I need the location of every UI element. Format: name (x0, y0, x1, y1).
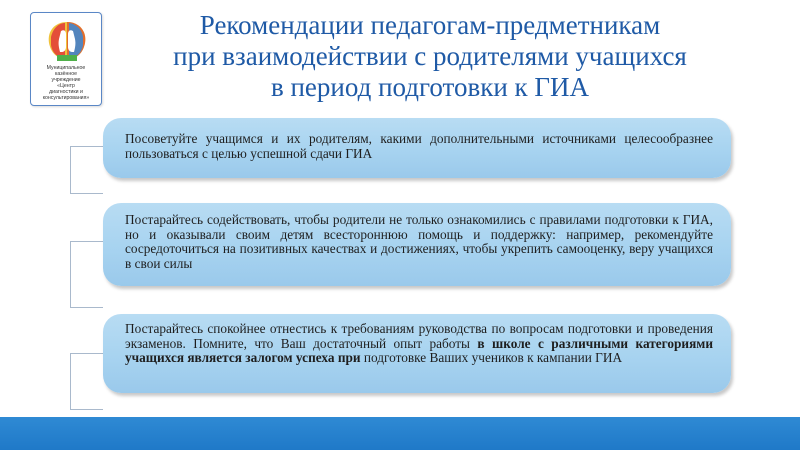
bottom-bar (0, 417, 800, 450)
recommendation-card (103, 314, 731, 393)
logo-caption: Муниципальное казённое учреждение «Центр диагностики и консультирования» (42, 65, 90, 101)
connector-line (70, 241, 103, 308)
recommendation-text: Постарайтесь содействовать, чтобы родители не только ознакомились с правилами подготовки к ГИА, но и оказывали своим детям всестороннюю помощь и поддержку: например, рекомендуйте сосредоточиться на позитивных качествах и достижениях, чтобы укрепить самооценку, веру учащихся в свои силы (125, 212, 713, 271)
organization-logo (30, 12, 102, 106)
recommendation-text-start: Постарайтесь спокойнее отнестись к требованиям руководства по вопросам подготовки и проведения экзаменов. Помните, что Ваш достаточный опыт работы (125, 321, 713, 351)
recommendation-card (103, 203, 731, 286)
heads-emblem-icon (43, 19, 91, 63)
recommendation-card (103, 118, 731, 178)
recommendation-text-emphasis: в школе с различными категориями учащихся является залогом успеха при (125, 335, 714, 366)
recommendation-text (125, 322, 713, 366)
connector-line (70, 146, 103, 194)
recommendation-text-end: подготовке Ваших учеников к кампании ГИА (360, 350, 623, 366)
connector-line (70, 353, 103, 410)
recommendation-text: Посоветуйте учащимся и их родителям, какими дополнительными источниками целесообразнее пользоваться с целью успешной сдачи ГИА (125, 131, 713, 161)
slide-title: Рекомендации педагогам-предметникам при взаимодействии с родителями учащихся в период подготовки к ГИА (173, 10, 687, 102)
